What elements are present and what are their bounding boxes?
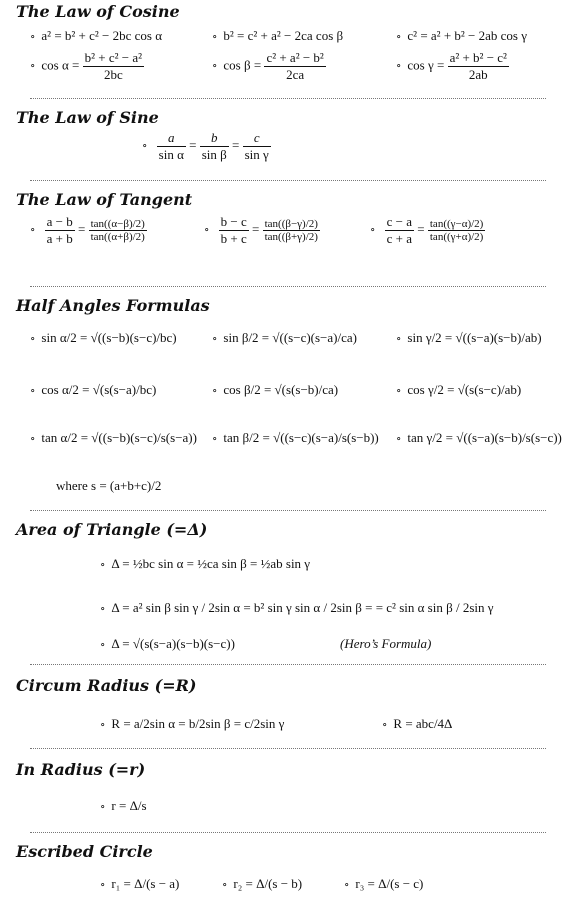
escribed-r1: ∘ r₁ = Δ/(s − a) [100,876,180,891]
hero-formula-label: (Hero’s Formula) [340,636,432,651]
semiperimeter-definition: where s = (a+b+c)/2 [56,478,162,493]
tan-half-alpha: ∘ tan α/2 = √((s−b)(s−c)/s(s−a)) [30,430,197,445]
cosine-formula-c: ∘ c² = a² + b² − 2ab cos γ [396,28,527,43]
sin-half-gamma: ∘ sin γ/2 = √((s−a)(s−b)/ab) [396,330,542,345]
sine-law-formula: ∘ $\frac{a}{\text{sin α}}$ = $\frac{b}{\text{sin β}}$ = $\frac{c}{\text{sin γ}}$ [142,130,269,162]
tangent-formula-ab: ∘ $\frac{a - b}{a + b}$ = $\frac{\tan((\alpha-\beta)/2)}{\tan((\alpha+\beta)/2)}$ [30,214,145,246]
cos-half-beta: ∘ cos β/2 = √(s(s−b)/ca) [212,382,339,397]
separator [30,286,546,287]
escribed-r3: ∘ r₃ = Δ/(s − c) [344,876,424,891]
cos-gamma-formula: ∘ cos γ = $\frac{\text{a² + b² − c²}}{2ab}$ [396,50,507,82]
tangent-formula-bc: ∘ $\frac{b - c}{b + c}$ = $\frac{\tan((\beta-\gamma)/2)}{\tan((\beta+\gamma)/2)}$ [204,214,318,246]
separator [30,510,546,511]
section-title-half-angles: Half Angles Formulas [16,296,210,315]
separator [30,664,546,665]
circum-radius-area: ∘ R = abc/4Δ [382,716,453,731]
section-title-sine: The Law of Sine [16,108,159,127]
cos-half-gamma: ∘ cos γ/2 = √(s(s−c)/ab) [396,382,522,397]
tan-half-gamma: ∘ tan γ/2 = √((s−a)(s−b)/s(s−c)) [396,430,562,445]
separator [30,98,546,99]
in-radius-formula: ∘ r = Δ/s [100,798,147,813]
escribed-r2: ∘ r₂ = Δ/(s − b) [222,876,303,891]
circum-radius-sine: ∘ R = a/2sin α = b/2sin β = c/2sin γ [100,716,285,731]
section-title-tangent: The Law of Tangent [16,190,193,209]
sin-half-alpha: ∘ sin α/2 = √((s−b)(s−c)/bc) [30,330,177,345]
sin-half-beta: ∘ sin β/2 = √((s−c)(s−a)/ca) [212,330,357,345]
separator [30,748,546,749]
area-formula-squares: ∘ Δ = a² sin β sin γ / 2sin α = b² sin γ sin α / 2sin β = = c² sin α sin β / 2sin γ [100,600,494,615]
cos-half-alpha: ∘ cos α/2 = √(s(s−a)/bc) [30,382,157,397]
tangent-formula-ca: ∘ $\frac{c - a}{c + a}$ = $\frac{\tan((\gamma-\alpha)/2)}{\tan((\gamma+\alpha)/2)}$ [370,214,484,246]
tan-half-beta: ∘ tan β/2 = √((s−c)(s−a)/s(s−b)) [212,430,379,445]
separator [30,180,546,181]
cos-alpha-formula: ∘ cos α = $\frac{\text{b² + c² − a²}}{2bc}$ [30,50,143,82]
cos-beta-formula: ∘ cos β = $\frac{\text{c² + a² − b²}}{2ca}$ [212,50,324,82]
section-title-escribed: Escribed Circle [16,842,153,861]
cosine-formula-a: ∘ a² = b² + c² − 2bc cos α [30,28,163,43]
section-title-circum-radius: Circum Radius (=R) [16,676,197,695]
separator [30,832,546,833]
section-title-area: Area of Triangle (=Δ) [16,520,208,539]
area-formula-hero: ∘ Δ = √(s(s−a)(s−b)(s−c)) [100,636,235,651]
section-title-in-radius: In Radius (=r) [16,760,146,779]
cosine-formula-b: ∘ b² = c² + a² − 2ca cos β [212,28,344,43]
area-formula-sine: ∘ Δ = ½bc sin α = ½ca sin β = ½ab sin γ [100,556,311,571]
section-title-cosine: The Law of Cosine [16,2,180,21]
